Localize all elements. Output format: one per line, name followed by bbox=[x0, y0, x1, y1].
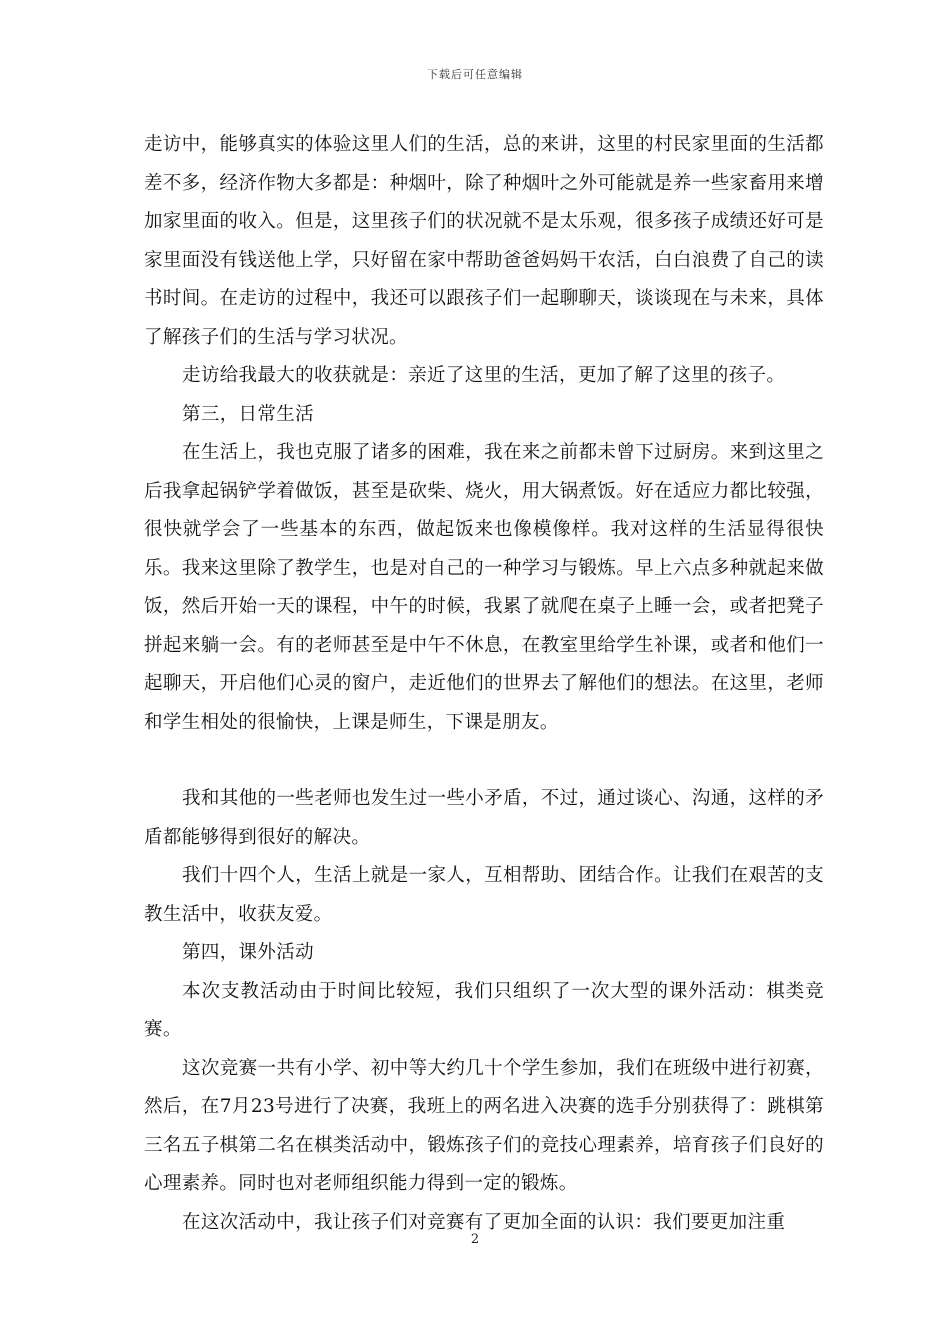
paragraph-visit-life: 走访中，能够真实的体验这里人们的生活，总的来讲，这里的村民家里面的生活都差不多，经济作物大多都是：种烟叶，除了种烟叶之外可能就是养一些家畜用来增加家里面的收入。但是，这里孩子们的状况就不是太乐观，很多孩子成绩还好可是家里面没有钱送他上学，只好留在家中帮助爸爸妈妈干农活，白白浪费了自己的读书时间。在走访的过程中，我还可以跟孩子们一起聊聊天，谈谈现在与未来，具体了解孩子们的生活与学习状况。 bbox=[144, 134, 824, 348]
page-number: 2 bbox=[470, 1232, 480, 1247]
paragraph-conflicts: 我和其他的一些老师也发生过一些小矛盾，不过，通过谈心、沟通，这样的矛盾都能够得到很好的解决。 bbox=[144, 788, 824, 848]
paragraph-visit-gain: 走访给我最大的收获就是：亲近了这里的生活，更加了解了这里的孩子。 bbox=[182, 365, 786, 386]
section-heading-activities: 第四，课外活动 bbox=[182, 942, 314, 963]
section-heading-daily-life: 第三，日常生活 bbox=[182, 403, 314, 425]
paragraph-activity-intro: 本次支教活动由于时间比较短，我们只组织了一次大型的课外活动：棋类竞赛。 bbox=[144, 980, 824, 1040]
page-header: 下载后可任意编辑 bbox=[427, 68, 523, 81]
paragraph-activity-reflection: 在这次活动中，我让孩子们对竞赛有了更加全面的认识：我们要更加注重 bbox=[182, 1211, 786, 1233]
paragraph-daily-life: 在生活上，我也克服了诸多的困难，我在来之前都未曾下过厨房。来到这里之后我拿起锅铲学着做饭，甚至是砍柴、烧火，用大锅煮饭。好在适应力都比较强，很快就学会了一些基本的东西，做起饭来也像模像样。我对这样的生活显得很快乐。我来这里除了教学生，也是对自己的一种学习与锻炼。早上六点多种就起来做饭，然后开始一天的课程，中午的时候，我累了就爬在桌子上睡一会，或者把凳子拼起来躺一会。有的老师甚至是中午不休息，在教室里给学生补课，或者和他们一起聊天，开启他们心灵的窗户，走近他们的世界去了解他们的想法。在这里，老师和学生相处的很愉快，上课是师生，下课是朋友。 bbox=[144, 442, 824, 733]
document-body bbox=[144, 126, 824, 1242]
paragraph-team: 我们十四个人，生活上就是一家人，互相帮助、团结合作。让我们在艰苦的支教生活中，收获友爱。 bbox=[144, 865, 824, 925]
paragraph-competition: 这次竞赛一共有小学、初中等大约几十个学生参加，我们在班级中进行初赛，然后，在7月23号进行了决赛，我班上的两名进入决赛的选手分别获得了：跳棋第三名五子棋第二名在棋类活动中，锻炼孩子们的竞技心理素养，培育孩子们良好的心理素养。同时也对老师组织能力得到一定的锻炼。 bbox=[144, 1057, 824, 1194]
paragraph-gap bbox=[144, 742, 824, 780]
